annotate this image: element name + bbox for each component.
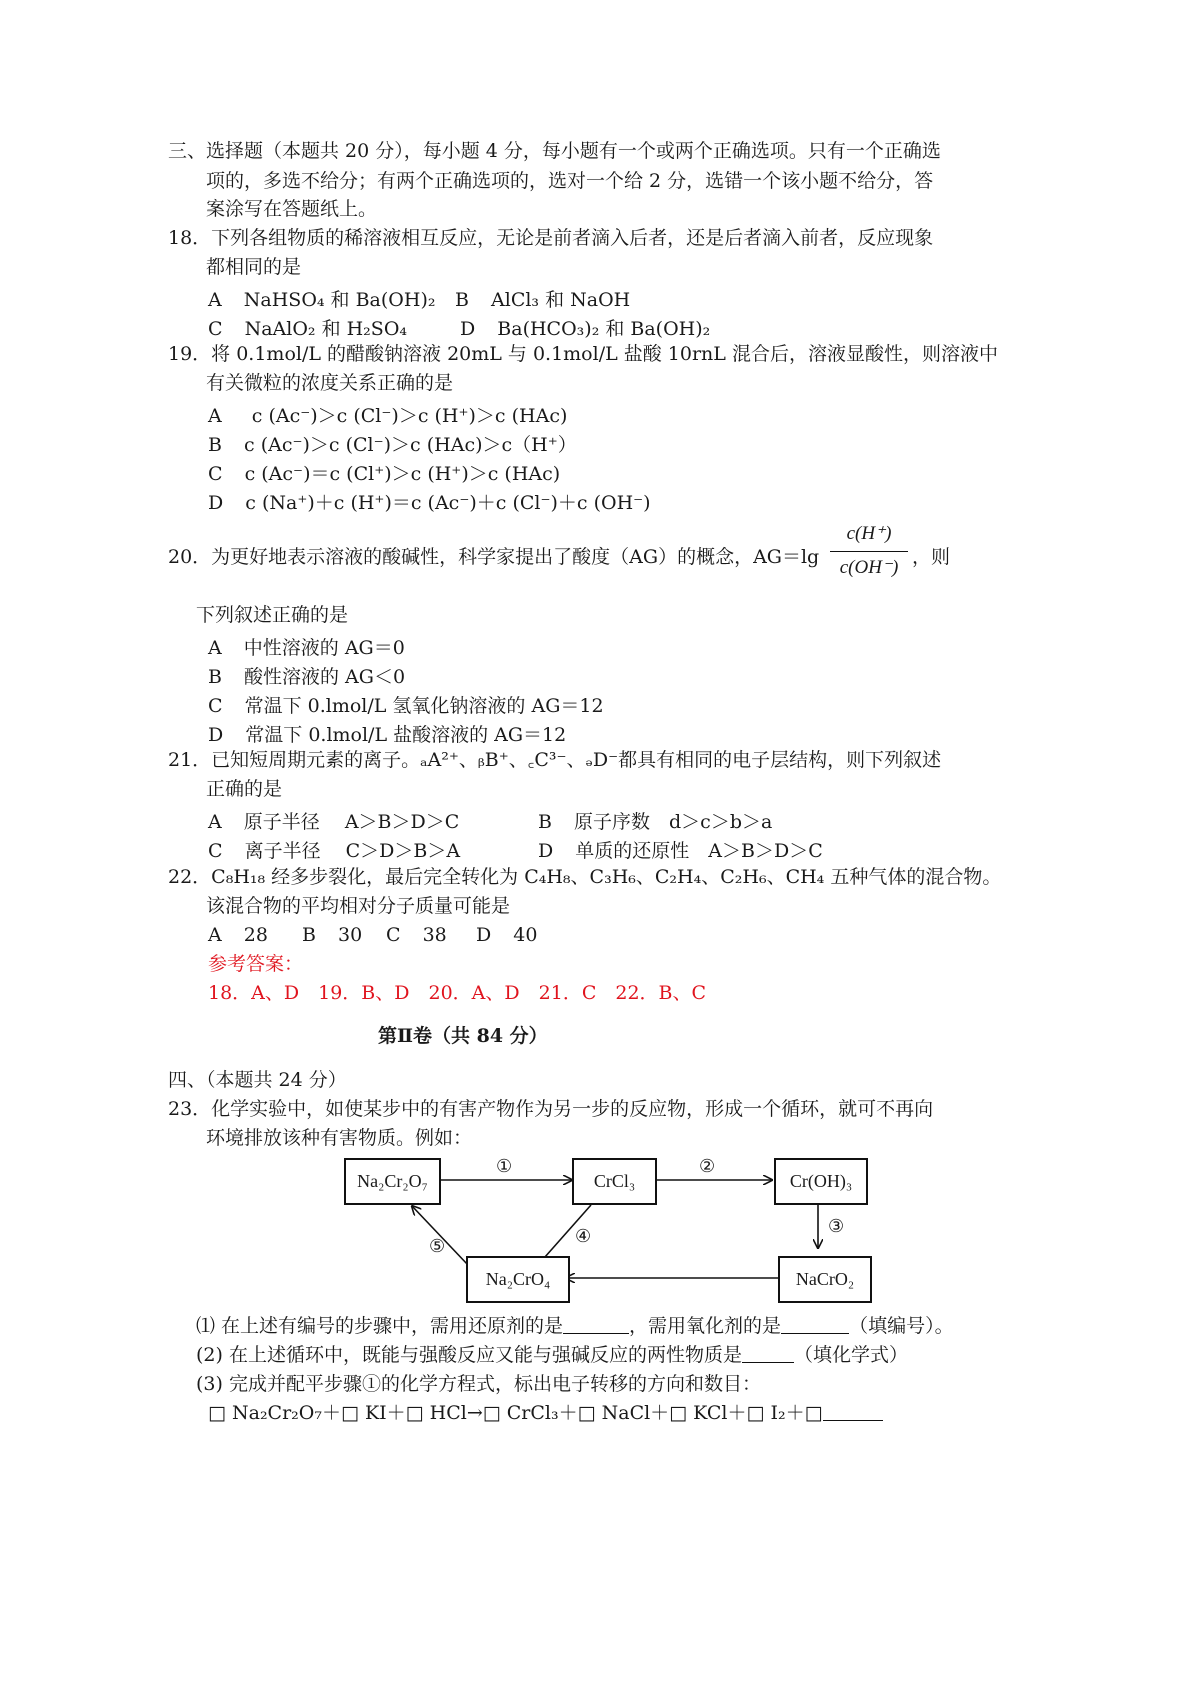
node-na2cr2o7: Na₂Cr₂O₇ <box>344 1158 441 1205</box>
answer-key-label: 参考答案： <box>208 953 304 975</box>
option-text: 原子序数 d＞c＞b＞a <box>574 811 773 833</box>
q23-equation <box>208 1402 883 1425</box>
q18-stem-line1: 18．下列各组物质的稀溶液相互反应，无论是前者滴入后者，还是后者滴入前者，反应现象 <box>168 227 934 249</box>
option-letter: A <box>208 637 222 659</box>
option-text: 单质的还原性 A＞B＞D＞C <box>575 840 823 862</box>
part1-text-a: ⑴ 在上述有编号的步骤中，需用还原剂的是 <box>196 1315 564 1337</box>
option-text: 酸性溶液的 AG＜0 <box>244 666 406 688</box>
answer-blank-reductant[interactable] <box>563 1315 629 1334</box>
step-label-3: ③ <box>828 1216 845 1237</box>
answer-blank-oxidant[interactable] <box>781 1315 849 1334</box>
option-letter: D <box>460 318 476 340</box>
q19-stem-line2: 有关微粒的浓度关系正确的是 <box>206 372 454 394</box>
option-letter: C <box>208 840 223 862</box>
option-letter: A <box>208 924 222 946</box>
q22-stem-line2: 该混合物的平均相对分子质量可能是 <box>206 895 511 917</box>
option-letter: B <box>208 666 222 688</box>
node-crcl3: CrCl₃ <box>572 1158 657 1205</box>
q20-stem-line1: 20．为更好地表示溶液的酸碱性，科学家提出了酸度（AG）的概念，AG＝lg <box>168 546 820 568</box>
option-text: 中性溶液的 AG＝0 <box>243 637 405 659</box>
section3-heading-line3: 案涂写在答题纸上。 <box>206 198 378 220</box>
option-letter: B <box>208 434 222 456</box>
option-text: 30 <box>338 924 363 946</box>
option-letter: A <box>208 289 222 311</box>
option-text: c (Ac⁻)＞c (Cl⁻)＞c (H⁺)＞c (HAc) <box>251 405 568 427</box>
answer-blank-product[interactable] <box>823 1402 883 1421</box>
q22-stem-line1: 22．C₈H₁₈ 经多步裂化，最后完全转化为 C₄H₈、C₃H₆、C₂H₄、C₂H₆、CH₄ 五种气体的混合物。 <box>168 866 1002 888</box>
option-text: NaHSO₄ 和 Ba(OH)₂ <box>243 289 436 311</box>
answer-blank-amphoteric[interactable] <box>742 1344 794 1363</box>
option-text: 28 <box>243 924 268 946</box>
option-letter: A <box>208 811 222 833</box>
option-text: NaAlO₂ 和 H₂SO₄ <box>244 318 408 340</box>
q23-part3: (3) 完成并配平步骤①的化学方程式，标出电子转移的方向和数目： <box>196 1373 761 1395</box>
option-letter: C <box>208 463 223 485</box>
part1-text-c: （填编号）。 <box>849 1315 954 1337</box>
option-text: c (Ac⁻)＞c (Cl⁻)＞c (HAc)＞c（H⁺） <box>244 434 577 456</box>
option-letter: D <box>208 724 224 746</box>
q23-part1 <box>196 1315 954 1338</box>
part2-title: 第Ⅱ卷（共 84 分） <box>378 1025 548 1047</box>
q21-stem-line2: 正确的是 <box>206 778 283 800</box>
section4-heading: 四、（本题共 24 分） <box>168 1069 347 1091</box>
option-text: 原子半径 A＞B＞D＞C <box>243 811 460 833</box>
step-label-4: ④ <box>575 1226 592 1247</box>
q21-stem-line1: 21．已知短周期元素的离子。ₐA²⁺、ᵦB⁺、꜀C³⁻、ₔD⁻都具有相同的电子层结构，则下列叙述 <box>168 749 942 771</box>
option-text: 38 <box>422 924 447 946</box>
option-text: AlCl₃ 和 NaOH <box>491 289 631 311</box>
equation-text: □ Na₂Cr₂O₇＋□ KI＋□ HCl→□ CrCl₃＋□ NaCl＋□ KCl＋□ I₂＋□ <box>208 1402 823 1424</box>
option-text: c (Na⁺)＋c (H⁺)＝c (Ac⁻)＋c (Cl⁻)＋c (OH⁻) <box>245 492 651 514</box>
option-letter: D <box>208 492 224 514</box>
ag-fraction-numerator: c(H⁺) <box>846 523 892 544</box>
option-text: Ba(HCO₃)₂ 和 Ba(OH)₂ <box>497 318 711 340</box>
option-letter: A <box>208 405 222 427</box>
option-letter: C <box>386 924 401 946</box>
node-nacro2: NaCrO₂ <box>778 1256 872 1303</box>
option-letter: D <box>476 924 492 946</box>
ag-fraction-denominator: c(OH⁻) <box>839 557 899 578</box>
option-letter: B <box>302 924 316 946</box>
option-text: 40 <box>513 924 538 946</box>
part2-text-b: （填化学式） <box>793 1344 908 1366</box>
q23-stem-line1: 23．化学实验中，如使某步中的有害产物作为另一步的反应物，形成一个循环，就可不再向 <box>168 1098 934 1120</box>
q23-stem-line2: 环境排放该种有害物质。例如： <box>206 1127 473 1149</box>
part2-text-a: (2) 在上述循环中，既能与强酸反应又能与强碱反应的两性物质是 <box>196 1344 742 1366</box>
option-letter: B <box>455 289 469 311</box>
step-label-5: ⑤ <box>429 1236 446 1257</box>
option-letter: D <box>538 840 554 862</box>
q19-stem-line1: 19．将 0.1mol/L 的醋酸钠溶液 20mL 与 0.1mol/L 盐酸 10rnL 混合后，溶液显酸性，则溶液中 <box>168 343 998 365</box>
answer-key-line: 18．A、D 19．B、D 20．A、D 21．C 22．B、C <box>208 982 707 1004</box>
section3-heading-line2: 项的，多选不给分；有两个正确选项的，选对一个给 2 分，选错一个该小题不给分，答 <box>206 170 934 192</box>
q20-stem-tail: ，则 <box>912 546 951 568</box>
option-text: 离子半径 C＞D＞B＞A <box>244 840 461 862</box>
step-label-1: ① <box>496 1156 513 1177</box>
q18-stem-line2: 都相同的是 <box>206 256 302 278</box>
part1-text-b: ，需用氧化剂的是 <box>629 1315 782 1337</box>
option-text: 常温下 0.lmol/L 氢氧化钠溶液的 AG＝12 <box>244 695 604 717</box>
option-text: c (Ac⁻)＝c (Cl⁺)＞c (H⁺)＞c (HAc) <box>244 463 561 485</box>
option-letter: C <box>208 695 223 717</box>
step-label-2: ② <box>699 1156 716 1177</box>
node-na2cro4: Na₂CrO₄ <box>466 1256 570 1303</box>
q20-stem-line2: 下列叙述正确的是 <box>196 604 349 626</box>
option-text: 常温下 0.lmol/L 盐酸溶液的 AG＝12 <box>245 724 567 746</box>
option-letter: B <box>538 811 552 833</box>
node-croh3: Cr(OH)₃ <box>774 1158 868 1205</box>
q23-part2 <box>196 1344 908 1367</box>
section3-heading-line1: 三、选择题（本题共 20 分），每小题 4 分，每小题有一个或两个正确选项。只有一个正确选 <box>168 140 941 162</box>
option-letter: C <box>208 318 223 340</box>
